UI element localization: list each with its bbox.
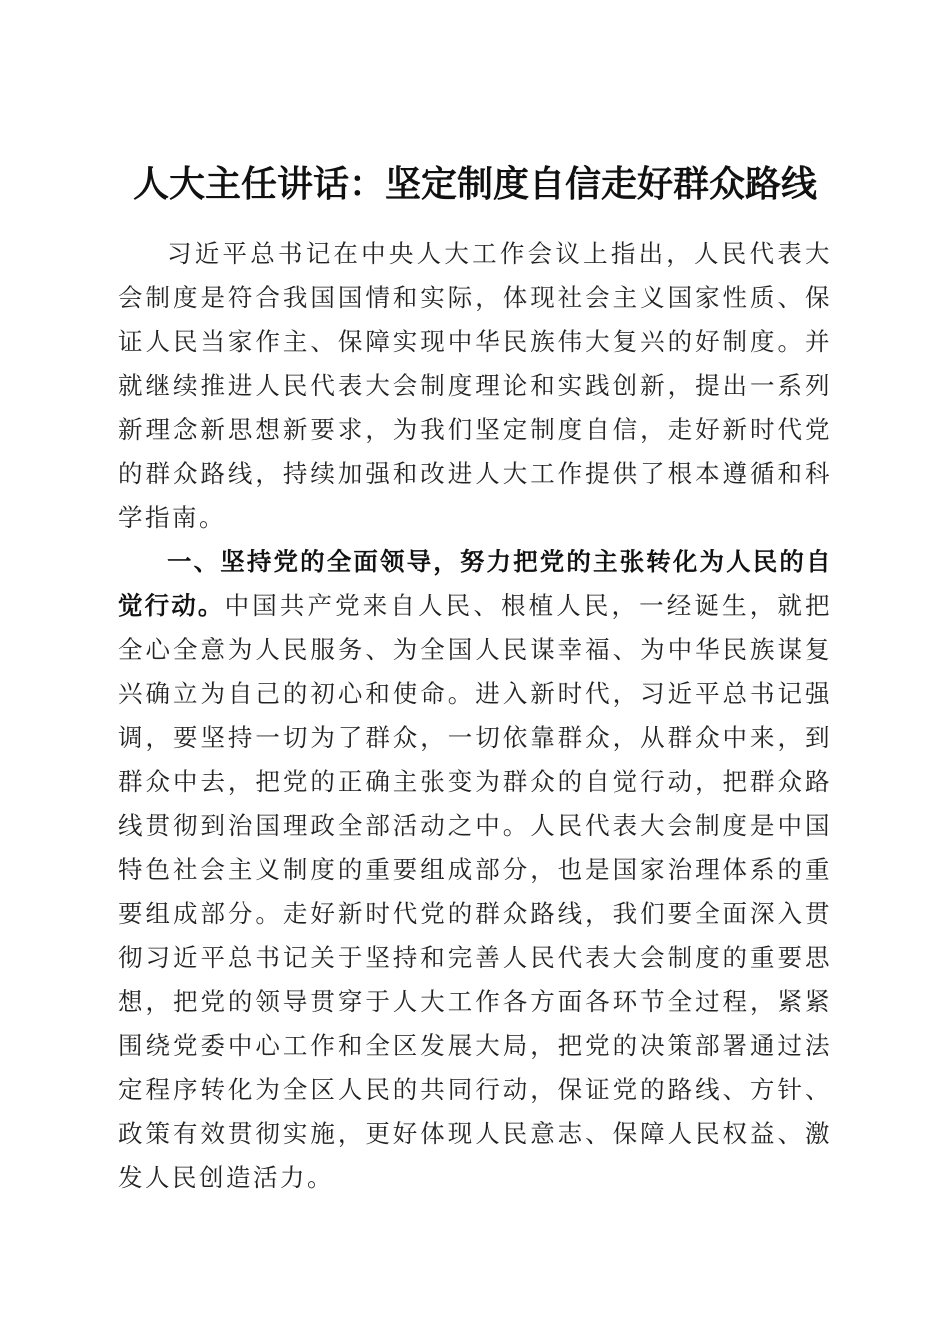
document-title: 人大主任讲话：坚定制度自信走好群众路线 — [132, 163, 817, 206]
section-heading: 一、坚持党的全面领导，努力把党的主张转化为人民的自觉行动。 — [118, 547, 832, 620]
paragraph-text: 习近平总书记在中央人大工作会议上指出，人民代表大会制度是符合我国国情和实际，体现社会主义国家性质、保证人民当家作主、保障实现中华民族伟大复兴的好制度。并就继续推进人民代表大会制度理论和实践创新，提出一系列新理念新思想新要求，为我们坚定制度自信，走好新时代党的群众路线，持续加强和改进人大工作提供了根本遵循和科学指南。 — [118, 239, 832, 532]
document-body — [118, 232, 832, 1200]
paragraph-section-1 — [118, 540, 832, 1200]
paragraph-text: 中国共产党来自人民、根植人民，一经诞生，就把全心全意为人民服务、为全国人民谋幸福、为中华民族谋复兴确立为自己的初心和使命。进入新时代，习近平总书记强调，要坚持一切为了群众，一切依靠群众，从群众中来，到群众中去，把党的正确主张变为群众的自觉行动，把群众路线贯彻到治国理政全部活动之中。人民代表大会制度是中国特色社会主义制度的重要组成部分，也是国家治理体系的重要组成部分。走好新时代党的群众路线，我们要全面深入贯彻习近平总书记关于坚持和完善人民代表大会制度的重要思想，把党的领导贯穿于人大工作各方面各环节全过程，紧紧围绕党委中心工作和全区发展大局，把党的决策部署通过法定程序转化为全区人民的共同行动，保证党的路线、方针、政策有效贯彻实施，更好体现人民意志、保障人民权益、激发人民创造活力。 — [118, 591, 833, 1192]
paragraph-intro — [118, 232, 832, 540]
